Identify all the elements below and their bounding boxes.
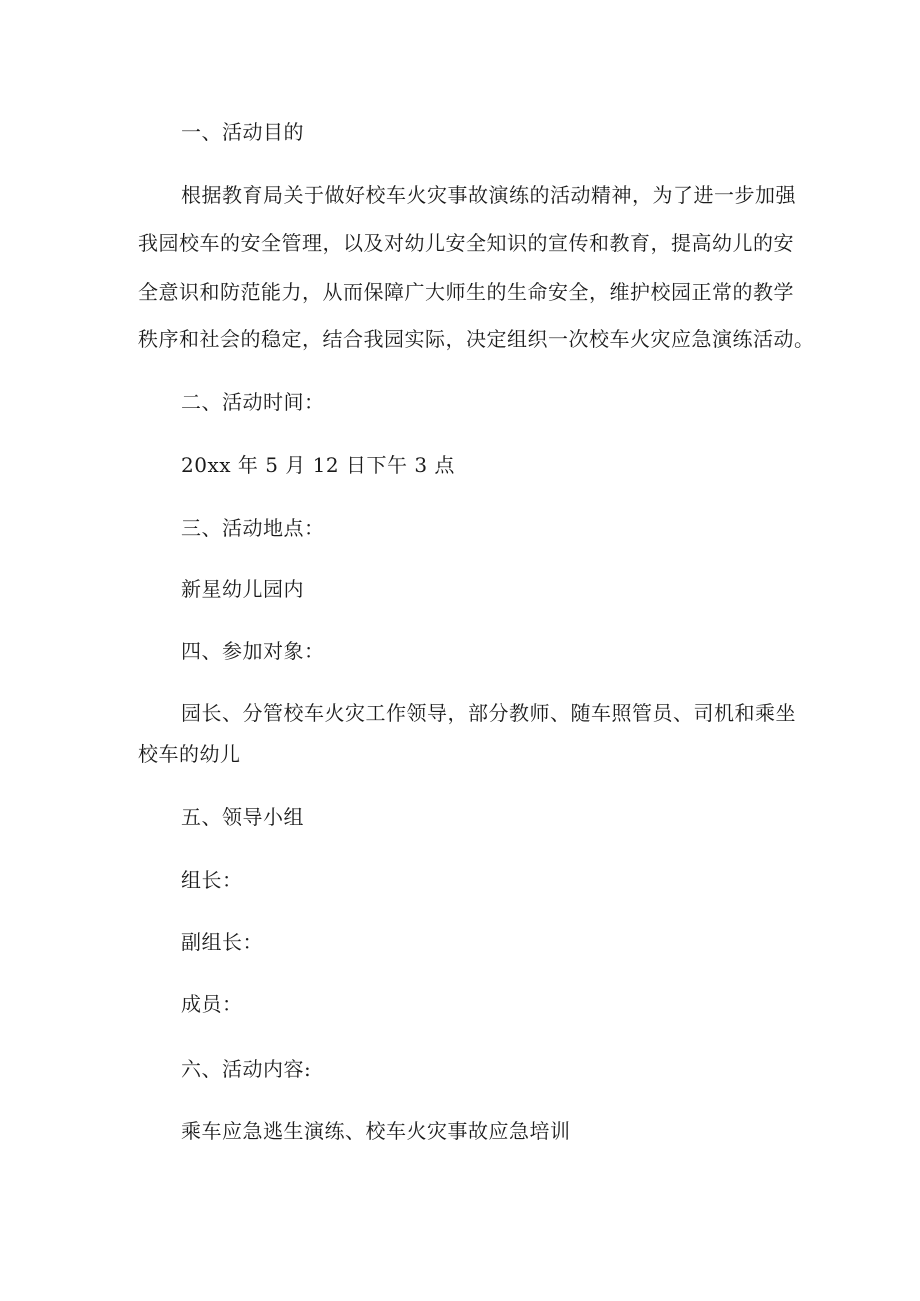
section-heading-location: 三、活动地点：: [181, 516, 325, 540]
section-heading-leadership: 五、领导小组: [181, 805, 304, 829]
leader-label: 组长：: [181, 868, 243, 892]
paragraph-line: 校车的幼儿: [138, 742, 241, 766]
section-heading-content: 六、活动内容:: [181, 1057, 312, 1081]
paragraph-line: 园长、分管校车火灾工作领导，部分教师、随车照管员、司机和乘坐: [181, 701, 796, 725]
paragraph-line: 根据教育局关于做好校车火灾事故演练的活动精神，为了进一步加强: [181, 183, 796, 207]
paragraph-line: 秩序和社会的稳定，结合我园实际，决定组织一次校车火灾应急演练活动。: [138, 327, 815, 351]
paragraph-line: 我园校车的安全管理，以及对幼儿安全知识的宣传和教育，提高幼儿的安: [138, 231, 794, 255]
activity-time: 20xx 年 5 月 12 日下午 3 点: [181, 453, 455, 477]
section-heading-purpose: 一、活动目的: [181, 120, 304, 144]
section-heading-time: 二、活动时间：: [181, 390, 325, 414]
members-label: 成员：: [181, 992, 243, 1016]
deputy-leader-label: 副组长：: [181, 930, 263, 954]
activity-content: 乘车应急逃生演练、校车火灾事故应急培训: [181, 1119, 571, 1143]
paragraph-line: 全意识和防范能力，从而保障广大师生的生命安全，维护校园正常的教学: [138, 280, 794, 304]
activity-location: 新星幼儿园内: [181, 577, 304, 601]
section-heading-participants: 四、参加对象：: [181, 639, 325, 663]
